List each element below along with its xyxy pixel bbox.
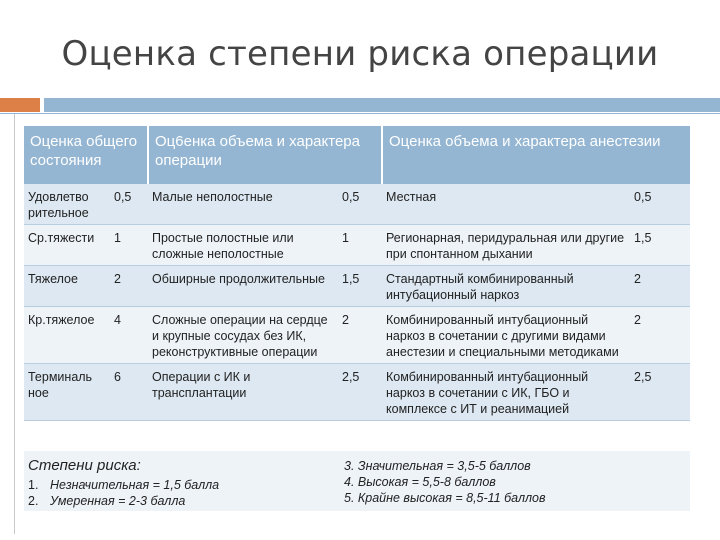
cell-state-score: 1 bbox=[110, 225, 148, 266]
cell-state-score: 4 bbox=[110, 307, 148, 364]
cell-operation-score: 0,5 bbox=[338, 184, 382, 225]
risk-levels-list-left bbox=[28, 477, 219, 509]
risk-table bbox=[24, 126, 690, 421]
cell-state: Тяжелое bbox=[24, 266, 110, 307]
cell-anesthesia: Комбинированный интубационный наркоз в сочетании с другими видами анестезии и специальными методиками bbox=[382, 307, 630, 364]
cell-operation: Операции с ИК и трансплантации bbox=[148, 364, 338, 421]
header-anesthesia: Оценка объема и характера анестезии bbox=[382, 126, 690, 184]
cell-anesthesia: Местная bbox=[382, 184, 630, 225]
cell-operation-score: 2 bbox=[338, 307, 382, 364]
cell-state: Кр.тяжелое bbox=[24, 307, 110, 364]
cell-state: Ср.тяжести bbox=[24, 225, 110, 266]
cell-operation: Простые полостные или сложные неполостные bbox=[148, 225, 338, 266]
list-item bbox=[28, 477, 219, 493]
cell-operation: Сложные операции на сердце и крупные сосудах без ИК, реконструктивные операции bbox=[148, 307, 338, 364]
risk-levels-title: Степени риска: bbox=[28, 457, 141, 474]
risk-levels-panel bbox=[24, 451, 690, 511]
table-header-row bbox=[24, 126, 690, 184]
cell-anesthesia-score: 2 bbox=[630, 266, 690, 307]
table-row bbox=[24, 225, 690, 266]
list-item: 5. Крайне высокая = 8,5-11 баллов bbox=[344, 491, 546, 505]
cell-state-score: 0,5 bbox=[110, 184, 148, 225]
table-row bbox=[24, 184, 690, 225]
accent-bar-blue bbox=[44, 98, 720, 112]
cell-operation: Малые неполостные bbox=[148, 184, 338, 225]
cell-operation-score: 2,5 bbox=[338, 364, 382, 421]
cell-anesthesia-score: 1,5 bbox=[630, 225, 690, 266]
list-item-number: 1. bbox=[28, 478, 39, 492]
risk-levels-list-right bbox=[344, 458, 546, 506]
cell-anesthesia-score: 2 bbox=[630, 307, 690, 364]
cell-anesthesia-score: 2,5 bbox=[630, 364, 690, 421]
list-item-text: Незначительная = 1,5 балла bbox=[50, 478, 220, 492]
list-item: 4. Высокая = 5,5-8 баллов bbox=[344, 475, 496, 489]
table-row bbox=[24, 364, 690, 421]
list-item-number: 2. bbox=[28, 494, 39, 508]
list-item: 3. Значительная = 3,5-5 баллов bbox=[344, 459, 531, 473]
cell-state-score: 6 bbox=[110, 364, 148, 421]
header-operation: Оц6енка объема и характера операции bbox=[148, 126, 382, 184]
cell-operation-score: 1 bbox=[338, 225, 382, 266]
divider bbox=[0, 113, 720, 114]
cell-anesthesia: Регионарная, перидуральная или другие при спонтанном дыхании bbox=[382, 225, 630, 266]
cell-state-score: 2 bbox=[110, 266, 148, 307]
slide-title: Оценка степени риска операции bbox=[61, 34, 659, 74]
cell-operation-score: 1,5 bbox=[338, 266, 382, 307]
list-item-text: Умеренная = 2-3 балла bbox=[50, 494, 186, 508]
header-general-state: Оценка общего состояния bbox=[24, 126, 148, 184]
cell-operation: Обширные продолжительные bbox=[148, 266, 338, 307]
cell-anesthesia-score: 0,5 bbox=[630, 184, 690, 225]
accent-bar-orange bbox=[0, 98, 40, 112]
cell-state: Удовлетво рительное bbox=[24, 184, 110, 225]
list-item bbox=[28, 493, 219, 509]
table-row bbox=[24, 266, 690, 307]
cell-anesthesia: Стандартный комбинированный интубационный наркоз bbox=[382, 266, 630, 307]
table-row bbox=[24, 307, 690, 364]
cell-state: Терминаль ное bbox=[24, 364, 110, 421]
left-guide-line bbox=[14, 114, 15, 534]
cell-anesthesia: Комбинированный интубационный наркоз в сочетании с ИК, ГБО и комплексе с ИТ и реанимацией bbox=[382, 364, 630, 421]
